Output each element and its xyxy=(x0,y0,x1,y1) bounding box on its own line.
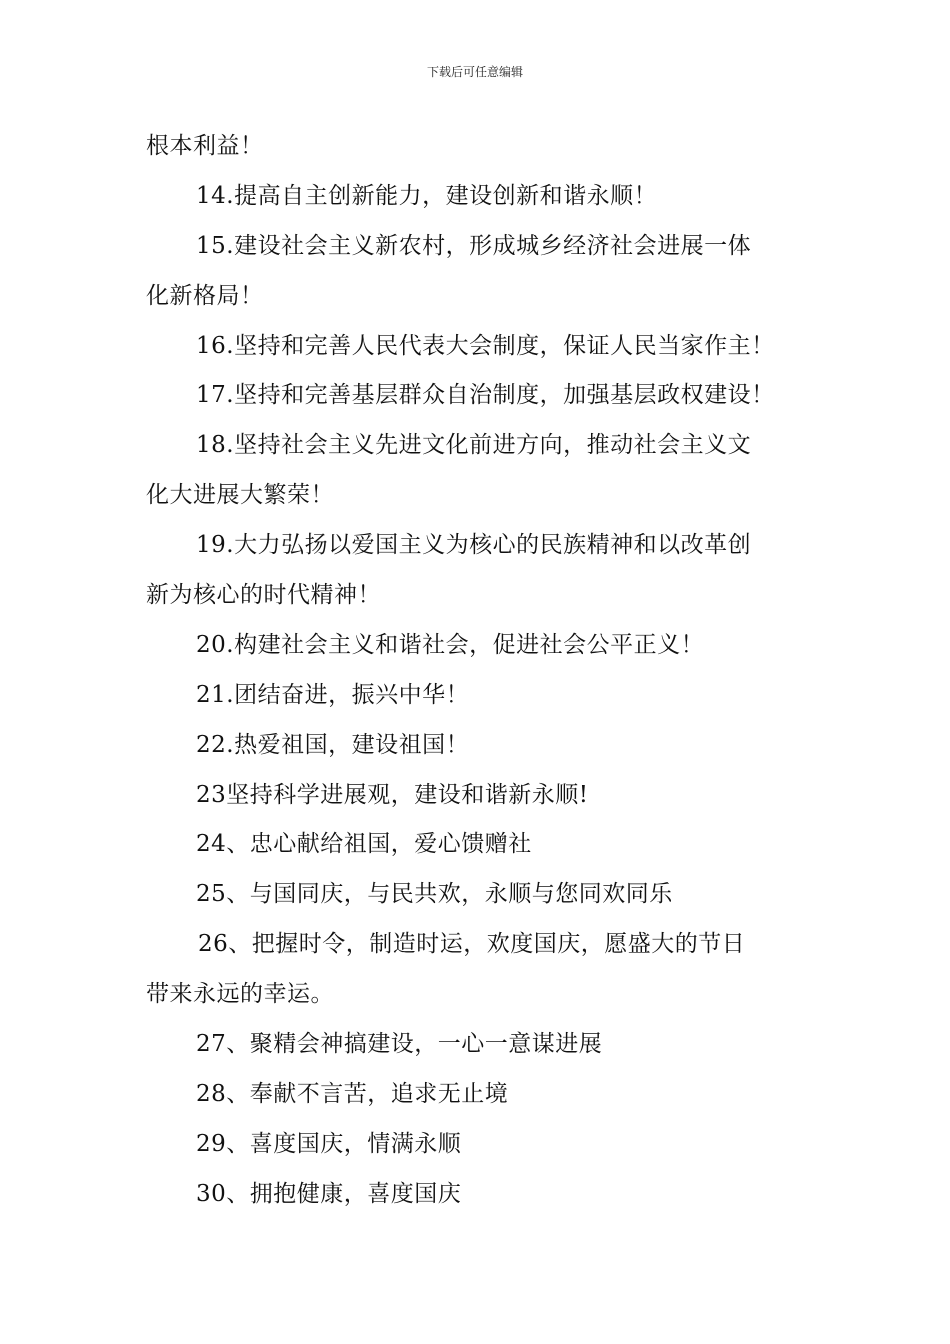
text-line: 28、奉献不言苦，追求无止境 xyxy=(196,1080,509,1107)
text-line: 16.坚持和完善人民代表大会制度，保证人民当家作主！ xyxy=(196,332,775,359)
text-line: 22.热爱祖国，建设祖国！ xyxy=(196,731,470,758)
page-header: 下载后可任意编辑 xyxy=(426,65,523,79)
text-line: 17.坚持和完善基层群众自治制度，加强基层政权建设！ xyxy=(196,382,775,409)
text-line: 24、忠心献给祖国，爱心馈赠社 xyxy=(196,831,532,858)
text-line: 化新格局！ xyxy=(146,282,264,309)
text-line: 根本利益！ xyxy=(146,133,264,159)
text-line: 新为核心的时代精神！ xyxy=(146,582,381,609)
text-line: 20.构建社会主义和谐社会，促进社会公平正义！ xyxy=(196,631,705,658)
text-line: 23坚持科学进展观，建设和谐新永顺! xyxy=(196,781,589,808)
text-line: 25、与国同庆，与民共欢，永顺与您同欢同乐 xyxy=(196,881,673,908)
text-line: 27、聚精会神搞建设，一心一意谋进展 xyxy=(196,1031,603,1058)
text-line: 26、把握时令，制造时运，欢度国庆，愿盛大的节日 xyxy=(198,931,746,958)
text-line: 带来永远的幸运。 xyxy=(146,981,334,1008)
text-line: 14.提高自主创新能力，建设创新和谐永顺！ xyxy=(196,182,658,209)
text-line: 18.坚持社会主义先进文化前进方向，推动社会主义文 xyxy=(196,432,752,459)
text-line: 19.大力弘扬以爱国主义为核心的民族精神和以改革创 xyxy=(196,532,752,559)
text-line: 化大进展大繁荣！ xyxy=(146,482,334,509)
text-line: 21.团结奋进，振兴中华！ xyxy=(196,681,470,708)
text-line: 15.建设社会主义新农村，形成城乡经济社会进展一体 xyxy=(196,232,752,259)
body-text xyxy=(146,122,814,1220)
text-line: 29、喜度国庆，情满永顺 xyxy=(196,1130,462,1157)
text-line: 30、拥抱健康，喜度国庆 xyxy=(196,1180,462,1207)
